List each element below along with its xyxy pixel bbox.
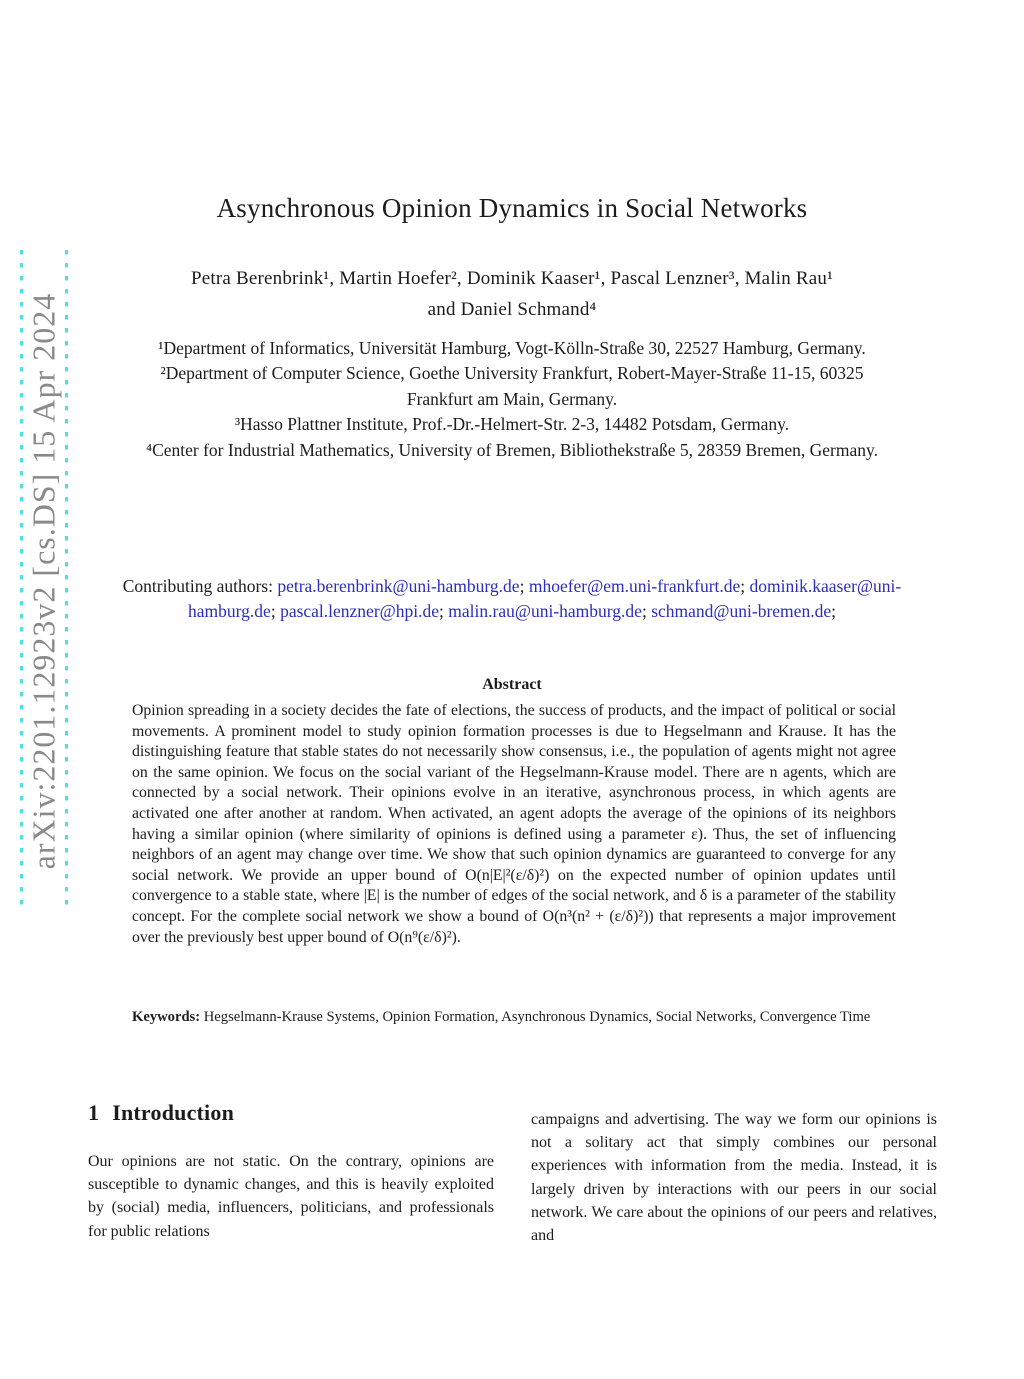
arxiv-watermark bbox=[20, 250, 68, 912]
watermark-dotted-line-right bbox=[65, 250, 68, 912]
arxiv-identifier: arXiv:2201.12923v2 [cs.DS] 15 Apr 2024 bbox=[25, 292, 62, 870]
affiliation-line: ²Department of Computer Science, Goethe University Frankfurt, Robert-Mayer-Straße 11-15, 60325 Frankfurt am Main, Germany. bbox=[160, 363, 864, 409]
email-separator: ; bbox=[641, 601, 652, 622]
intro-right-column: campaigns and advertising. The way we form our opinions is not a solitary act that simply combines our personal experiences with information from the media. Instead, it is largely driven by interactions with our peers in our social network. We care about the opinions of our peers and relatives, and bbox=[531, 1111, 937, 1245]
section-heading-introduction bbox=[88, 1100, 234, 1126]
affiliation-line: ¹Department of Informatics, Universität Hamburg, Vogt-Kölln-Straße 30, 22527 Hamburg, Germany. bbox=[158, 338, 866, 358]
email-separator: ; bbox=[519, 575, 529, 596]
email-link[interactable]: pascal.lenzner@hpi.de bbox=[280, 601, 440, 622]
email-link[interactable]: schmand@uni-bremen.de bbox=[651, 601, 832, 622]
keywords-label: Keywords: bbox=[132, 1009, 201, 1025]
section-title: Introduction bbox=[112, 1100, 235, 1125]
email-separator: ; bbox=[439, 601, 449, 622]
email-link[interactable]: dominik.kaaser@uni-hamburg.de bbox=[188, 575, 902, 622]
email-link[interactable]: mhoefer@em.uni-frankfurt.de bbox=[528, 575, 741, 596]
authors-line-2: and Daniel Schmand⁴ bbox=[427, 299, 597, 320]
authors-line-1: Petra Berenbrink¹, Martin Hoefer², Dominik Kaaser¹, Pascal Lenzner³, Malin Rau¹ bbox=[190, 268, 834, 289]
email-separator: ; bbox=[740, 575, 750, 596]
email-link[interactable]: petra.berenbrink@uni-hamburg.de bbox=[277, 575, 520, 596]
intro-left-column: Our opinions are not static. On the contrary, opinions are susceptible to dynamic changes, and this is heavily exploited by (social) media, influencers, politicians, and professionals for public relations bbox=[88, 1153, 494, 1240]
email-separator: ; bbox=[270, 601, 281, 622]
abstract-heading: Abstract bbox=[482, 676, 542, 693]
email-separator: ; bbox=[831, 601, 836, 622]
authors-block bbox=[0, 263, 1024, 325]
watermark-dotted-line-left bbox=[20, 250, 23, 912]
paper-title: Asynchronous Opinion Dynamics in Social Networks bbox=[216, 193, 808, 223]
keywords-block bbox=[132, 1008, 896, 1028]
contributing-authors bbox=[112, 574, 912, 625]
keywords-text: Hegselmann-Krause Systems, Opinion Formation, Asynchronous Dynamics, Social Networks, Convergence Time bbox=[203, 1009, 871, 1025]
abstract-text: Opinion spreading in a society decides the fate of elections, the success of products, and the impact of political or social movements. A prominent model to study opinion formation processes is due to Hegselmann and Krause. It has the distinguishing feature that stable states do not necessarily show consensus, i.e., the population of agents might not agree on the same opinion. We focus on the social variant of the Hegselmann-Krause model. There are n agents, which are connected by a social network. Their opinions evolve in an iterative, asynchronous process, in which agents are activated one after another at random. When activated, an agent adopts the average of the opinions of its neighbors having a similar opinion (where similarity of opinions is defined using a parameter ε). Thus, the set of influencing neighbors of an agent may change over time. We show that such opinion dynamics are guaranteed to converge for any social network. We provide an upper bound of O(n|E|²(ε/δ)²) on the expected number of opinion updates until convergence to a stable state, where |E| is the number of edges of the social network, and δ is a parameter of the stability concept. For the complete social network we show a bound of O(n³(n² + (ε/δ)²)) that represents a major improvement over the previously best upper bound of O(n⁹(ε/δ)²). bbox=[132, 702, 896, 946]
email-link[interactable]: malin.rau@uni-hamburg.de bbox=[448, 601, 642, 622]
contributing-label: Contributing authors: bbox=[122, 575, 273, 596]
affiliation-line: ⁴Center for Industrial Mathematics, University of Bremen, Bibliothekstraße 5, 28359 Bremen, Germany. bbox=[145, 439, 878, 460]
affiliations-block bbox=[132, 336, 892, 463]
affiliation-line: ³Hasso Plattner Institute, Prof.-Dr.-Helmert-Str. 2-3, 14482 Potsdam, Germany. bbox=[234, 414, 790, 435]
section-number: 1 bbox=[88, 1100, 100, 1125]
